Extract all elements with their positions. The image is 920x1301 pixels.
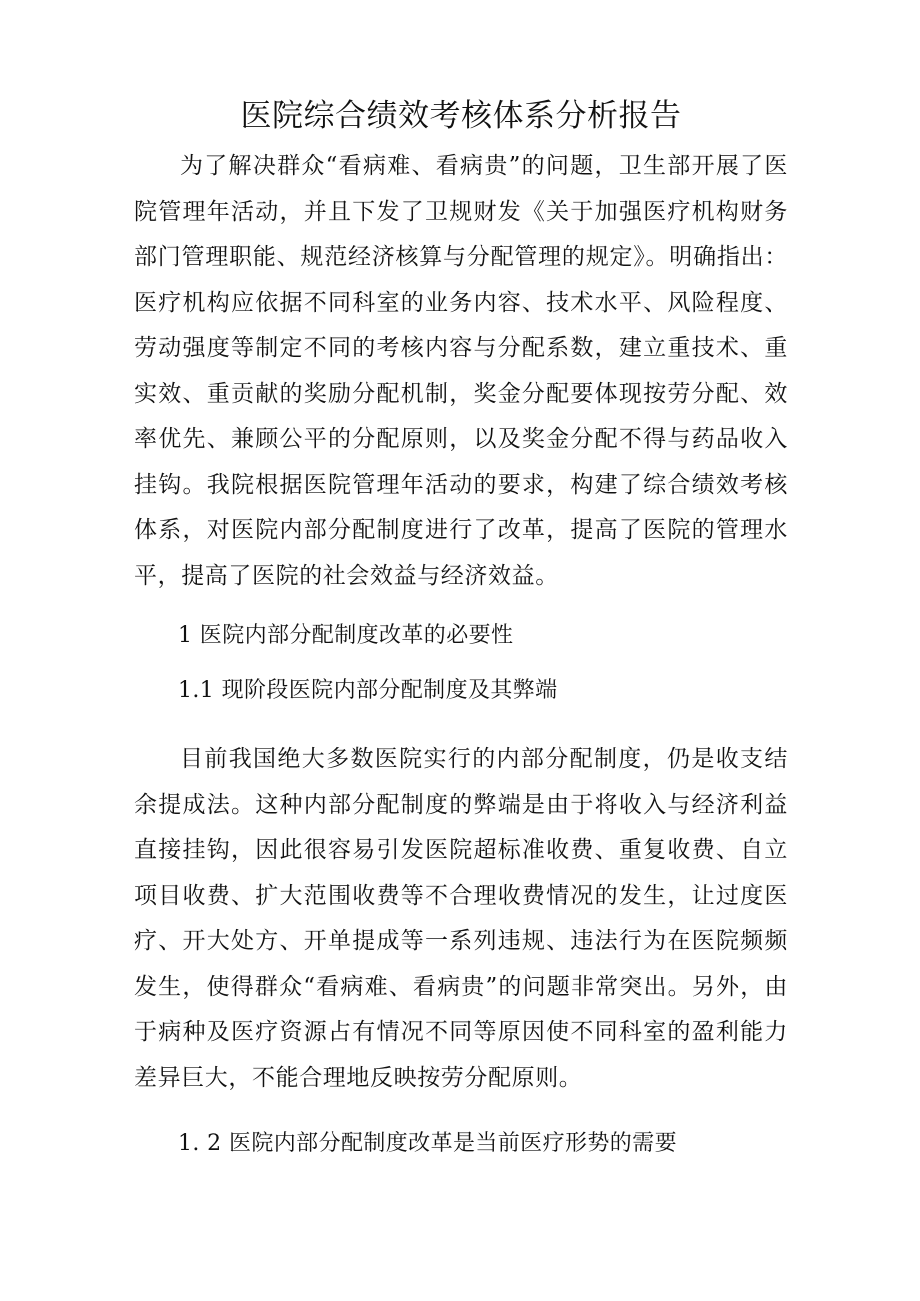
intro-paragraph: 为了解决群众“看病难、看病贵”的问题，卫生部开展了医院管理年活动，并且下发了卫规财发《关于加强医疗机构财务部门管理职能、规范经济核算与分配管理的规定》。明确指出：医疗机构应依据不同科室的业务内容、技术水平、风险程度、劳动强度等制定不同的考核内容与分配系数，建立重技术、重实效、重贡献的奖励分配机制，奖金分配要体现按劳分配、效率优先、兼顾公平的分配原则，以及奖金分配不得与药品收入挂钩。我院根据医院管理年活动的要求，构建了综合绩效考核体系，对医院内部分配制度进行了改革，提高了医院的管理水平，提高了医院的社会效益与经济效益。 — [134, 153, 788, 589]
section-1-1-paragraph: 目前我国绝大多数医院实行的内部分配制度，仍是收支结余提成法。这种内部分配制度的弊端是由于将收入与经济利益直接挂钩，因此很容易引发医院超标准收费、重复收费、自立项目收费、扩大范围收费等不合理收费情况的发生，让过度医疗、开大处方、开单提成等一系列违规、违法行为在医院频频发生，使得群众“看病难、看病贵”的问题非常突出。另外，由于病种及医疗资源占有情况不同等原因使不同科室的盈利能力差异巨大，不能合理地反映按劳分配原则。 — [134, 746, 788, 1091]
document-title: 医院综合绩效考核体系分析报告 — [240, 98, 682, 134]
section-1-heading: 1 医院内部分配制度改革的必要性 — [178, 623, 514, 648]
section-1-2-heading: 1. 2 医院内部分配制度改革是当前医疗形势的需要 — [178, 1131, 677, 1156]
section-1-1-heading: 1.1 现阶段医院内部分配制度及其弊端 — [178, 678, 558, 703]
